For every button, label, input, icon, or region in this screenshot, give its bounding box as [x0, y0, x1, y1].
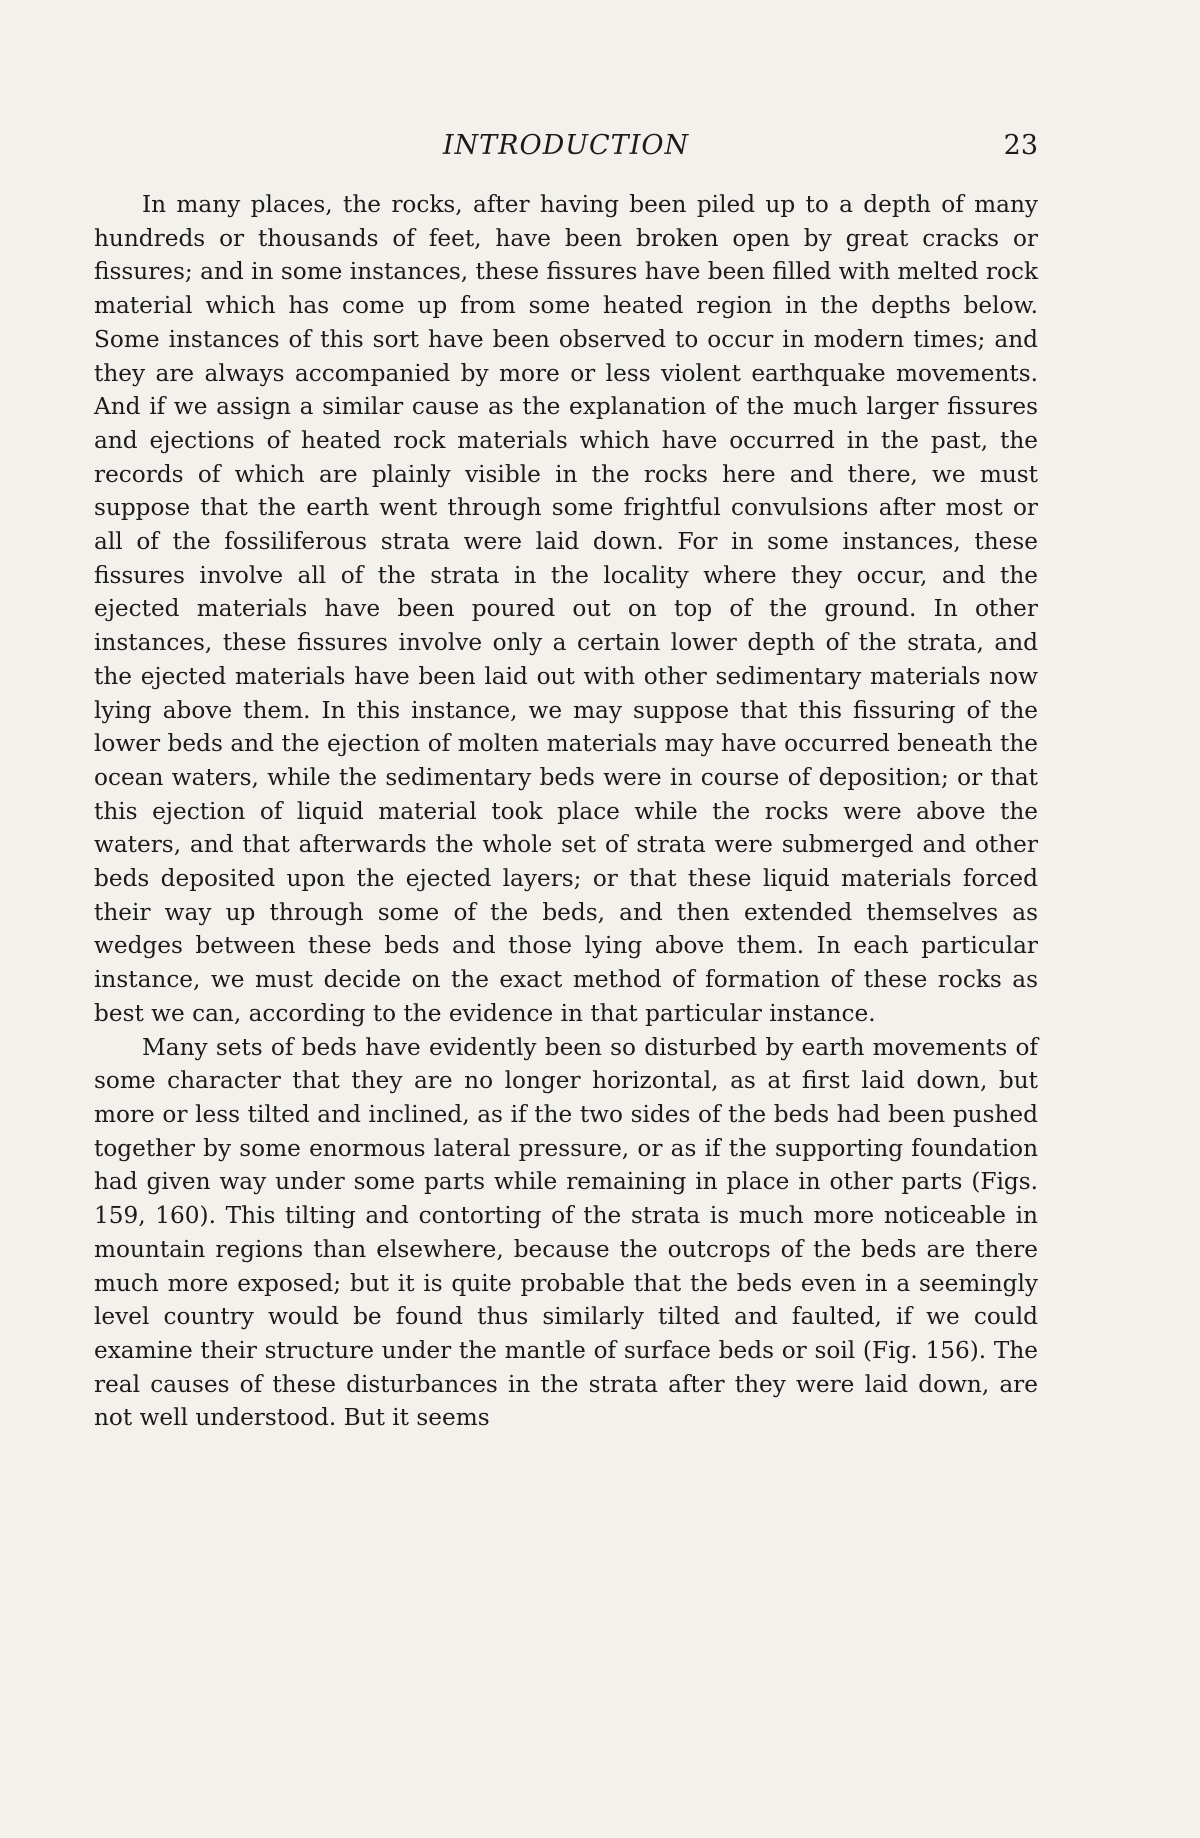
running-head — [94, 128, 1038, 164]
paragraph-tilted-beds: Many sets of beds have evidently been so disturbed by earth movements of some character that they are no longer horizontal, as at first laid down, but more or less tilted and inclined, as if the two sides of the beds had been pushed together by some enormous lateral pressure, or as if the supporting foundation had given way under some parts while remaining in place in other parts (Figs. 159, 160). This tilting and contorting of the strata is much more noticeable in mountain regions than elsewhere, because the outcrops of the beds are there much more exposed; but it is quite probable that the beds even in a seemingly level country would be found thus similarly tilted and faulted, if we could examine their structure under the mantle of surface beds or soil (Fig. 156). The real causes of these disturbances in the strata after they were laid down, are not well understood. But it seems — [94, 1033, 1038, 1432]
body-text — [94, 188, 1038, 1435]
page-header-title: INTRODUCTION — [442, 130, 690, 161]
page-number: 23 — [1003, 130, 1038, 161]
paragraph-fissures: In many places, the rocks, after having been piled up to a depth of many hundreds or thousands of feet, have been broken open by great cracks or fissures; and in some instances, these fissures have been filled with melted rock material which has come up from some heated region in the depths below. Some instances of this sort have been observed to occur in modern times; and they are always accompanied by more or less violent earthquake movements. And if we assign a similar cause as the explanation of the much larger fissures and ejections of heated rock materials which have occurred in the past, the records of which are plainly visible in the rocks here and there, we must suppose that the earth went through some frightful convulsions after most or all of the fossiliferous strata were laid down. For in some instances, these fissures involve all of the strata in the locality where they occur, and the ejected materials have been poured out on top of the ground. In other instances, these fissures involve only a certain lower depth of the strata, and the ejected materials have been laid out with other sedimentary materials now lying above them. In this instance, we may suppose that this fissuring of the lower beds and the ejection of molten materials may have occurred beneath the ocean waters, while the sedimentary beds were in course of deposition; or that this ejection of liquid material took place while the rocks were above the waters, and that afterwards the whole set of strata were submerged and other beds deposited upon the ejected layers; or that these liquid materials forced their way up through some of the beds, and then extended themselves as wedges between these beds and those lying above them. In each particular instance, we must decide on the exact method of formation of these rocks as best we can, according to the evidence in that particular instance. — [94, 191, 1038, 1027]
